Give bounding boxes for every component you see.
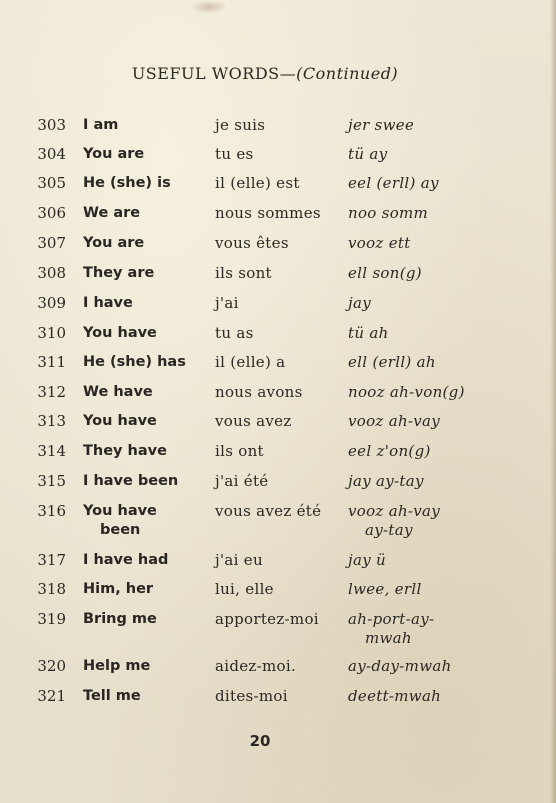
pronunciation-line: jer swee	[348, 116, 415, 134]
pronunciation-continuation: mwah	[365, 629, 412, 647]
english-phrase-line: I have	[83, 295, 133, 311]
pronunciation-line: tü ah	[348, 324, 389, 342]
english-phrase	[83, 204, 208, 223]
pronunciation-line: eel (erll) ay	[348, 174, 439, 192]
entry-number: 308	[37, 264, 66, 282]
pronunciation	[348, 551, 548, 570]
french-phrase: il (elle) est	[215, 174, 300, 192]
paper-stain	[190, 0, 228, 14]
french-phrase: j'ai été	[215, 472, 269, 490]
french-phrase: j'ai	[215, 294, 239, 312]
entry-number: 320	[37, 657, 66, 675]
french-phrase: tu es	[215, 145, 254, 163]
pronunciation-line: vooz ett	[348, 234, 411, 252]
entry-number: 313	[37, 412, 66, 430]
french-phrase: il (elle) a	[215, 353, 286, 371]
english-phrase-line: He (she) has	[83, 354, 186, 370]
english-phrase-line: Tell me	[83, 688, 141, 704]
entry-number: 310	[37, 324, 66, 342]
heading-main: USEFUL WORDS—	[131, 64, 297, 83]
english-phrase	[83, 502, 208, 540]
english-phrase	[83, 412, 208, 431]
english-phrase-line: You have	[83, 413, 157, 429]
english-phrase	[83, 116, 208, 135]
english-phrase	[83, 442, 208, 461]
english-phrase	[83, 234, 208, 253]
english-phrase	[83, 324, 208, 343]
french-phrase: tu as	[215, 324, 254, 342]
pronunciation	[348, 324, 548, 343]
pronunciation-line: vooz ah-vay	[348, 502, 441, 520]
french-phrase: je suis	[215, 116, 266, 134]
pronunciation-line: jay	[348, 294, 371, 312]
pronunciation-line: ell son(g)	[348, 264, 422, 282]
english-phrase-line: Him, her	[83, 581, 154, 597]
english-phrase-line: They are	[83, 265, 155, 281]
pronunciation	[348, 610, 548, 648]
pronunciation	[348, 580, 548, 599]
french-phrase: lui, elle	[215, 580, 274, 598]
pronunciation-line: ah-port-ay-	[348, 610, 435, 628]
pronunciation	[348, 174, 548, 193]
french-phrase: vous avez	[215, 412, 292, 430]
english-phrase-line: You have	[83, 325, 157, 341]
entry-number: 315	[37, 472, 66, 490]
english-phrase-line: We are	[83, 205, 141, 221]
pronunciation-line: jay ay-tay	[348, 472, 424, 490]
english-phrase-continuation: been	[100, 522, 141, 538]
english-phrase-line: They have	[83, 443, 167, 459]
pronunciation	[348, 687, 548, 706]
pronunciation	[348, 353, 548, 372]
pronunciation-line: nooz ah-von(g)	[348, 383, 465, 401]
page-number: 20	[249, 732, 271, 750]
english-phrase-line: You are	[83, 235, 145, 251]
pronunciation	[348, 412, 548, 431]
french-phrase: dites-moi	[215, 687, 288, 705]
english-phrase	[83, 687, 208, 706]
pronunciation	[348, 204, 548, 223]
pronunciation-line: vooz ah-vay	[348, 412, 441, 430]
entry-number: 317	[37, 551, 66, 569]
entry-number: 316	[37, 502, 66, 520]
english-phrase-line: You are	[83, 146, 145, 162]
pronunciation-line: eel z'on(g)	[348, 442, 431, 460]
english-phrase	[83, 657, 208, 676]
entry-number: 303	[37, 116, 66, 134]
english-phrase	[83, 264, 208, 283]
english-phrase-line: I have had	[83, 552, 169, 568]
pronunciation	[348, 442, 548, 461]
entry-number: 318	[37, 580, 66, 598]
english-phrase	[83, 580, 208, 599]
pronunciation	[348, 294, 548, 313]
pronunciation	[348, 234, 548, 253]
english-phrase	[83, 145, 208, 164]
french-phrase: nous avons	[215, 383, 303, 401]
english-phrase-line: I am	[83, 117, 119, 133]
french-phrase: ils sont	[215, 264, 272, 282]
pronunciation	[348, 502, 548, 540]
pronunciation	[348, 116, 548, 135]
english-phrase-line: You have	[83, 503, 157, 519]
french-phrase: nous sommes	[215, 204, 321, 222]
entry-number: 304	[37, 145, 66, 163]
english-phrase-line: Help me	[83, 658, 151, 674]
entry-number: 321	[37, 687, 66, 705]
english-phrase-line: He (she) is	[83, 175, 171, 191]
pronunciation-line: jay ü	[348, 551, 386, 569]
pronunciation-line: tü ay	[348, 145, 388, 163]
page-heading	[0, 64, 530, 83]
french-phrase: aidez-moi.	[215, 657, 297, 675]
pronunciation-line: ay-day-mwah	[348, 657, 452, 675]
page-edge	[550, 0, 556, 803]
english-phrase-line: Bring me	[83, 611, 157, 627]
pronunciation	[348, 657, 548, 676]
french-phrase: ils ont	[215, 442, 264, 460]
entry-number: 307	[37, 234, 66, 252]
french-phrase: vous êtes	[215, 234, 289, 252]
pronunciation-line: lwee, erll	[348, 580, 422, 598]
english-phrase	[83, 174, 208, 193]
entry-number: 319	[37, 610, 66, 628]
pronunciation-line: ell (erll) ah	[348, 353, 436, 371]
entry-number: 311	[37, 353, 66, 371]
entry-number: 312	[37, 383, 66, 401]
pronunciation-continuation: ay-tay	[365, 521, 413, 539]
pronunciation	[348, 383, 548, 402]
pronunciation	[348, 472, 548, 491]
english-phrase-line: We have	[83, 384, 153, 400]
entry-number: 306	[37, 204, 66, 222]
english-phrase-line: I have been	[83, 473, 179, 489]
english-phrase	[83, 610, 208, 629]
entry-number: 314	[37, 442, 66, 460]
entry-number: 305	[37, 174, 66, 192]
french-phrase: vous avez été	[215, 502, 322, 520]
pronunciation	[348, 145, 548, 164]
english-phrase	[83, 472, 208, 491]
pronunciation-line: noo somm	[348, 204, 429, 222]
heading-continued: (Continued)	[296, 64, 399, 83]
english-phrase	[83, 383, 208, 402]
english-phrase	[83, 353, 208, 372]
english-phrase	[83, 294, 208, 313]
entry-number: 309	[37, 294, 66, 312]
pronunciation-line: deett-mwah	[348, 687, 442, 705]
english-phrase	[83, 551, 208, 570]
pronunciation	[348, 264, 548, 283]
french-phrase: apportez-moi	[215, 610, 319, 628]
french-phrase: j'ai eu	[215, 551, 263, 569]
